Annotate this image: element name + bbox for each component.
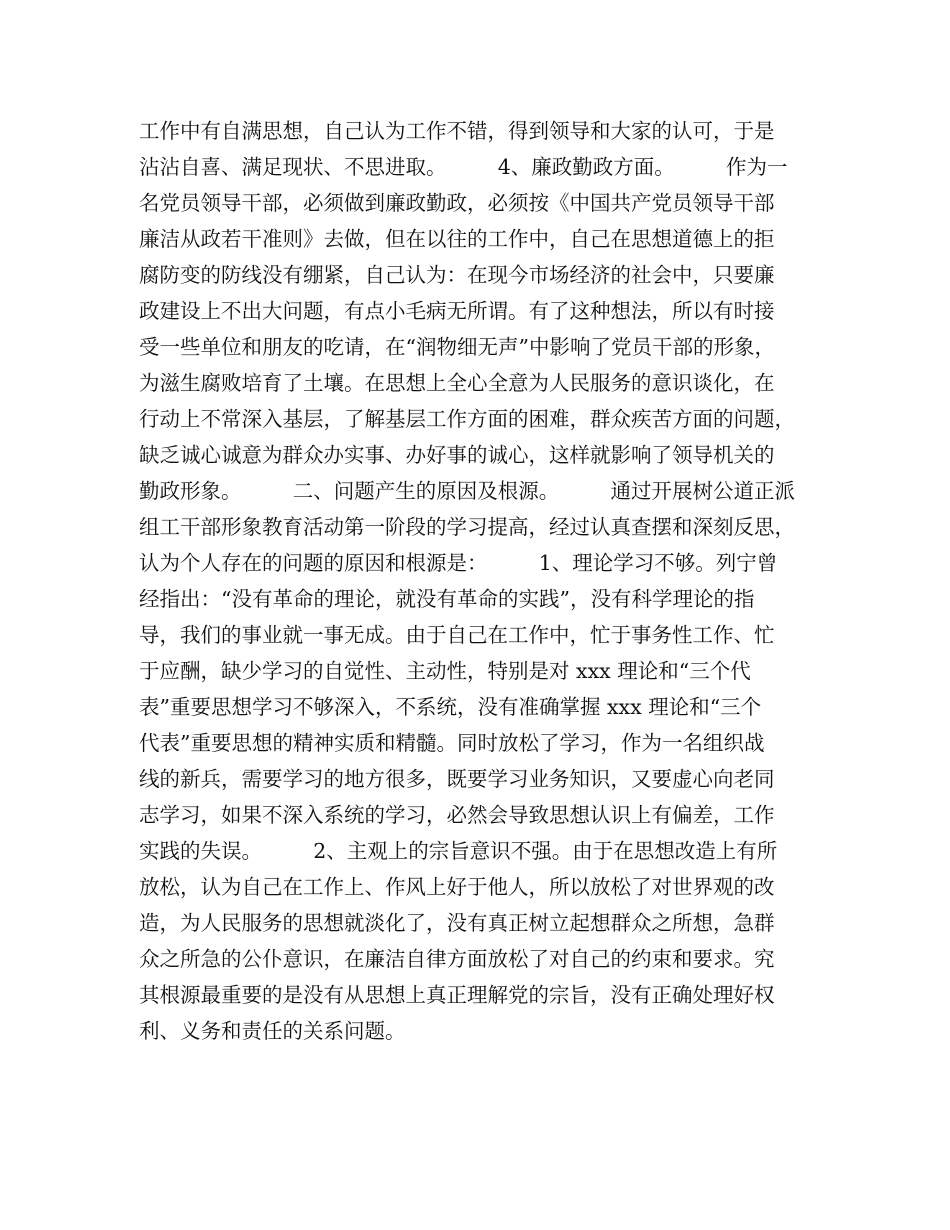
text-line: 于应酬，缺少学习的自觉性、主动性，特别是对 xxx 理论和“三个代: [139, 659, 751, 683]
text-line: 线的新兵，需要学习的地方很多，既要学习业务知识，又要虚心向老同: [139, 767, 775, 791]
text-line: 政建设上不出大问题，有点小毛病无所谓。有了这种想法，所以有时接: [139, 299, 775, 323]
text-line: 受一些单位和朋友的吃请，在“润物细无声”中影响了党员干部的形象，: [139, 335, 775, 359]
text-line: 认为个人存在的问题的原因和根源是： 1、理论学习不够。列宁曾: [139, 551, 778, 575]
text-line: 众之所急的公仆意识，在廉洁自律方面放松了对自己的约束和要求。究: [139, 947, 775, 971]
text-line: 志学习，如果不深入系统的学习，必然会导致思想认识上有偏差，工作: [139, 803, 775, 827]
body-text: [139, 113, 829, 1049]
text-line: 利、义务和责任的关系问题。: [139, 1019, 406, 1043]
text-line: 其根源最重要的是没有从思想上真正理解党的宗旨，没有正确处理好权: [139, 983, 775, 1007]
text-line: 代表”重要思想的精神实质和精髓。同时放松了学习，作为一名组织战: [139, 731, 765, 755]
text-line: 勤政形象。 二、问题产生的原因及根源。 通过开展树公道正派: [139, 479, 795, 503]
text-line: 为滋生腐败培育了土壤。在思想上全心全意为人民服务的意识谈化，在: [139, 371, 775, 395]
text-line: 表”重要思想学习不够深入，不系统，没有准确掌握 xxx 理论和“三个: [139, 695, 762, 719]
text-line: 导，我们的事业就一事无成。由于自己在工作中，忙于事务性工作、忙: [139, 623, 775, 647]
text-line: 放松，认为自己在工作上、作风上好于他人，所以放松了对世界观的改: [139, 875, 775, 899]
text-line: 实践的失误。 2、主观上的宗旨意识不强。由于在思想改造上有所: [139, 839, 778, 863]
text-line: 廉洁从政若干准则》去做，但在以往的工作中，自己在思想道德上的拒: [139, 227, 775, 251]
text-line: 缺乏诚心诚意为群众办实事、办好事的诚心，这样就影响了领导机关的: [139, 443, 775, 467]
text-line: 腐防变的防线没有绷紧，自己认为：在现今市场经济的社会中，只要廉: [139, 263, 775, 287]
text-line: 沾沾自喜、满足现状、不思进取。 4、廉政勤政方面。 作为一: [139, 155, 788, 179]
text-line: 名党员领导干部，必须做到廉政勤政，必须按《中国共产党员领导干部: [139, 191, 775, 215]
text-line: 造，为人民服务的思想就淡化了，没有真正树立起想群众之所想，急群: [139, 911, 775, 935]
text-line: 经指出：“没有革命的理论，就没有革命的实践”，没有科学理论的指: [139, 587, 755, 611]
text-line: 行动上不常深入基层，了解基层工作方面的困难，群众疾苦方面的问题，: [139, 407, 795, 431]
text-line: 工作中有自满思想，自己认为工作不错，得到领导和大家的认可，于是: [139, 119, 775, 143]
text-line: 组工干部形象教育活动第一阶段的学习提高，经过认真查摆和深刻反思，: [139, 515, 795, 539]
